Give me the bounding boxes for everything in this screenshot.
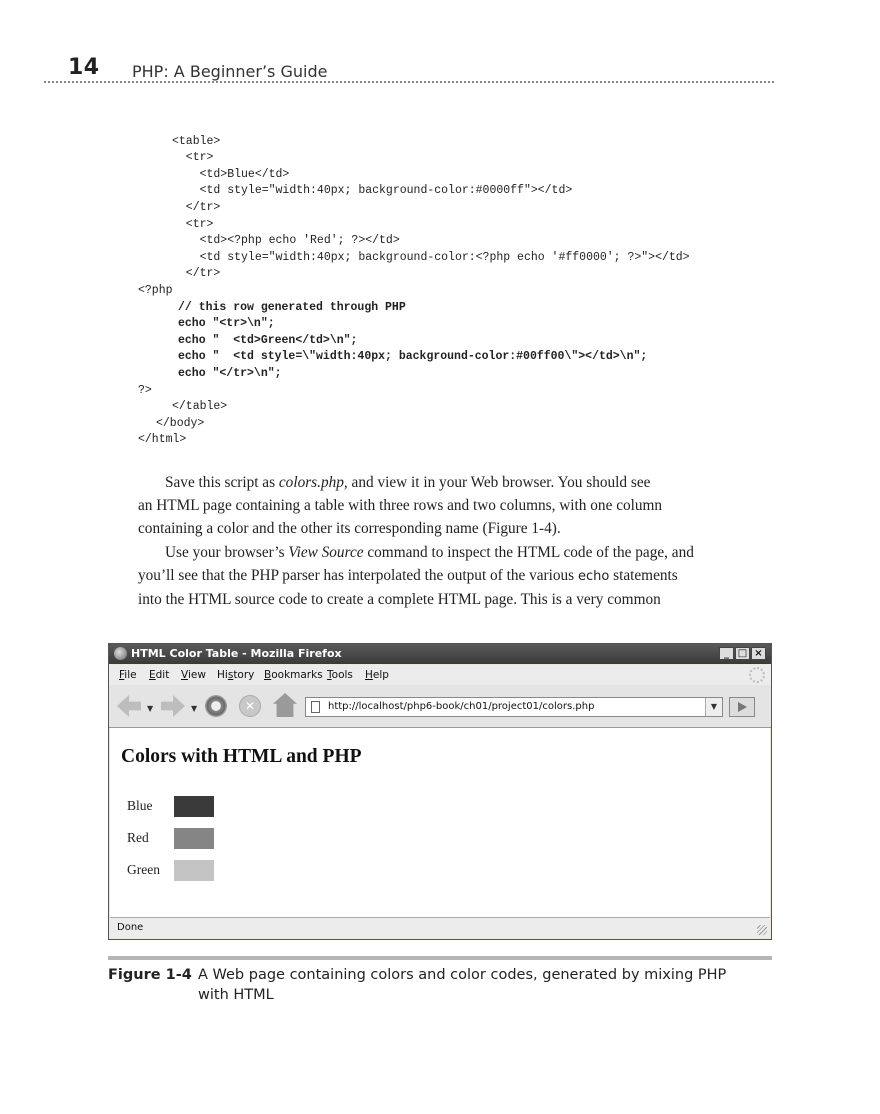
home-icon[interactable] bbox=[273, 693, 297, 717]
code-line: </body> bbox=[156, 417, 205, 430]
code-line: </tr> bbox=[172, 201, 221, 214]
code-line: echo " <td style=\"width:40px; background-color:#00ff00\"></td>\n"; bbox=[178, 350, 648, 363]
color-swatch bbox=[174, 828, 214, 849]
code-line: </tr> bbox=[172, 267, 221, 280]
close-button[interactable]: × bbox=[751, 647, 766, 660]
paragraph-line: an HTML page containing a table with three rows and two columns, with one column bbox=[138, 497, 663, 514]
stop-icon[interactable]: ✕ bbox=[239, 695, 261, 717]
code-line: </html> bbox=[138, 433, 187, 446]
header-dotted-rule bbox=[44, 81, 774, 83]
resize-grip-icon[interactable] bbox=[757, 925, 767, 935]
color-swatch bbox=[174, 796, 214, 817]
firefox-icon bbox=[114, 647, 127, 660]
menu-tools[interactable]: Tools bbox=[327, 669, 353, 681]
menu-edit[interactable]: Edit bbox=[149, 669, 170, 681]
code-line: <td>Blue</td> bbox=[172, 168, 290, 181]
code-line: echo "<tr>\n"; bbox=[178, 317, 275, 330]
menu-help[interactable]: Help bbox=[365, 669, 389, 681]
color-row-blue bbox=[127, 796, 227, 818]
paragraph-line: you’ll see that the PHP parser has interpolated the output of the various echo statements bbox=[138, 567, 678, 584]
caption-rule bbox=[108, 956, 772, 960]
menu-bookmarks[interactable]: Bookmarks bbox=[264, 669, 323, 681]
color-name: Blue bbox=[127, 798, 153, 813]
back-arrow-icon[interactable] bbox=[117, 695, 141, 717]
inline-code: echo bbox=[577, 569, 610, 584]
code-line: <tr> bbox=[172, 151, 214, 164]
code-line: </table> bbox=[172, 400, 228, 413]
throbber-icon bbox=[749, 667, 765, 683]
back-history-dropdown[interactable]: ▼ bbox=[147, 704, 154, 713]
menu-history[interactable]: History bbox=[217, 669, 255, 681]
forward-arrow-icon[interactable] bbox=[161, 695, 185, 717]
paragraph-line: into the HTML source code to create a complete HTML page. This is a very common bbox=[138, 591, 661, 608]
command-emphasis: View Source bbox=[288, 544, 364, 561]
browser-window-figure bbox=[108, 643, 772, 940]
color-name: Red bbox=[127, 830, 149, 845]
page-icon bbox=[311, 701, 320, 713]
code-line: <td style="width:40px; background-color:<?php echo '#ff0000'; ?>"></td> bbox=[172, 251, 690, 264]
menu-file[interactable]: File bbox=[119, 669, 137, 681]
running-header bbox=[44, 55, 774, 85]
color-row-green bbox=[127, 860, 227, 882]
code-line: // this row generated through PHP bbox=[178, 301, 406, 314]
color-name: Green bbox=[127, 862, 160, 877]
color-swatch bbox=[174, 860, 214, 881]
menu-view[interactable]: View bbox=[181, 669, 206, 681]
status-text: Done bbox=[117, 922, 144, 933]
paragraph-line: Use your browser’s View Source command to inspect the HTML code of the page, and bbox=[165, 544, 694, 561]
page-content bbox=[110, 728, 770, 918]
color-row-red bbox=[127, 828, 227, 850]
figure-label: Figure 1-4 bbox=[108, 967, 192, 983]
menu-bar bbox=[109, 665, 771, 685]
title-bar bbox=[109, 644, 771, 664]
go-button[interactable] bbox=[729, 697, 755, 717]
code-line: <?php bbox=[138, 284, 173, 297]
caption-text: with HTML bbox=[198, 987, 274, 1003]
filename-emphasis: colors.php, bbox=[278, 474, 348, 491]
caption-text: A Web page containing colors and color codes, generated by mixing PHP bbox=[198, 967, 727, 983]
url-text: http://localhost/php6-book/ch01/project01/colors.php bbox=[328, 701, 595, 712]
code-line: <tr> bbox=[172, 218, 214, 231]
code-line: ?> bbox=[138, 384, 152, 397]
code-line: echo "</tr>\n"; bbox=[178, 367, 282, 380]
minimize-button[interactable]: _ bbox=[719, 647, 734, 660]
code-line: <table> bbox=[172, 135, 221, 148]
forward-history-dropdown[interactable]: ▼ bbox=[191, 704, 198, 713]
address-bar[interactable] bbox=[305, 697, 723, 717]
page-heading: Colors with HTML and PHP bbox=[121, 746, 362, 767]
code-line: echo " <td>Green</td>\n"; bbox=[178, 334, 358, 347]
book-title: PHP: A Beginner’s Guide bbox=[132, 62, 328, 81]
page-number: 14 bbox=[68, 55, 100, 80]
status-bar bbox=[110, 917, 770, 938]
navigation-toolbar bbox=[109, 685, 771, 728]
code-line: <td><?php echo 'Red'; ?></td> bbox=[172, 234, 400, 247]
reload-icon[interactable] bbox=[205, 695, 227, 717]
url-dropdown-icon[interactable]: ▼ bbox=[705, 698, 722, 716]
code-line: <td style="width:40px; background-color:#0000ff"></td> bbox=[172, 184, 573, 197]
maximize-button[interactable]: □ bbox=[735, 647, 750, 660]
paragraph-line: Save this script as colors.php, and view it in your Web browser. You should see bbox=[165, 474, 651, 491]
window-title: HTML Color Table - Mozilla Firefox bbox=[131, 647, 342, 660]
paragraph-line: containing a color and the other its corresponding name (Figure 1-4). bbox=[138, 520, 561, 537]
